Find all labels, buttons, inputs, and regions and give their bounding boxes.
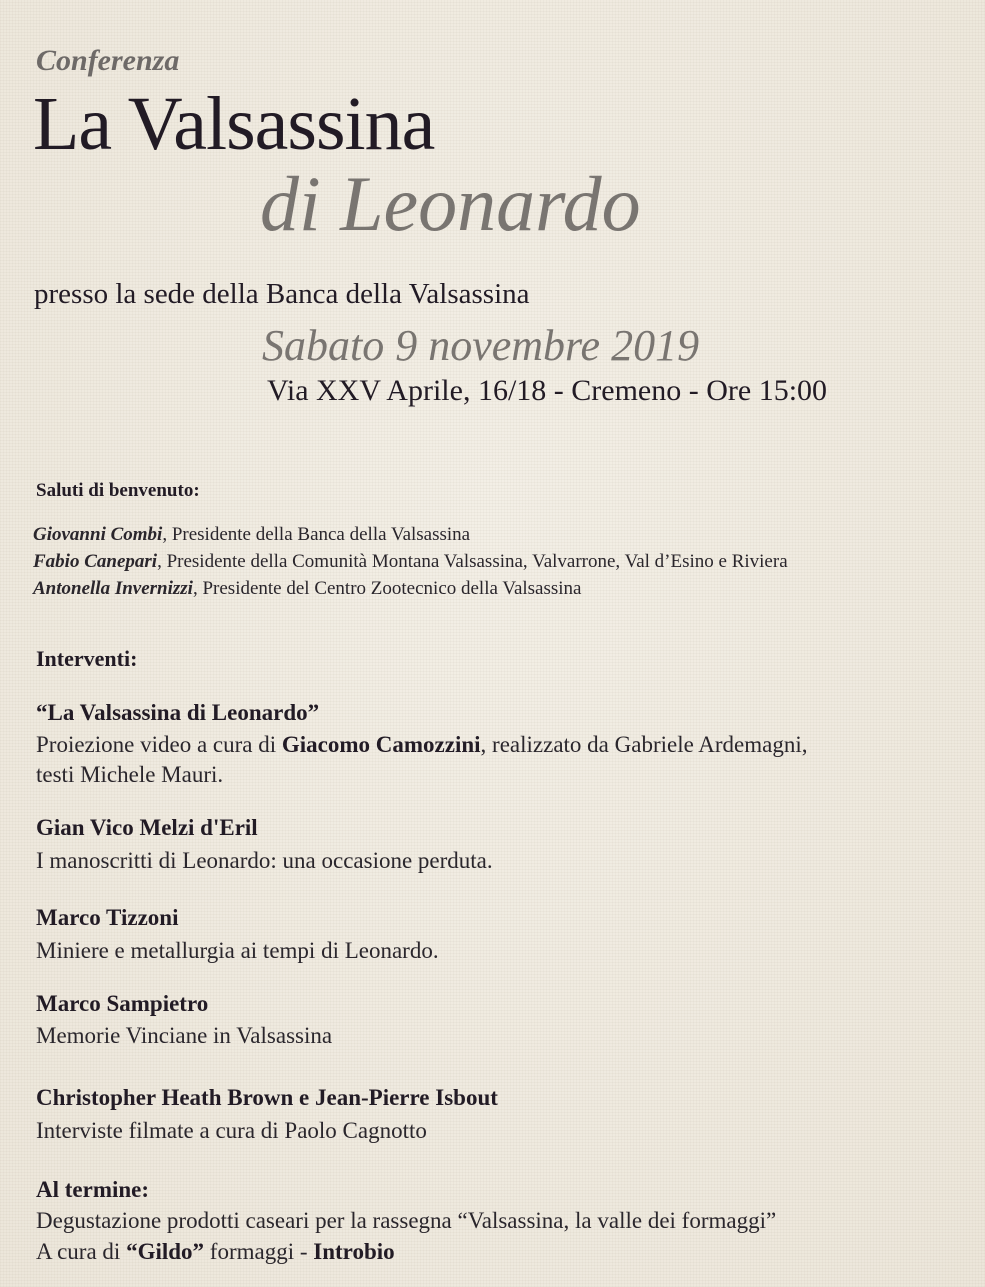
closing-brand: “Gildo” [126,1239,205,1264]
closing-heading: Al termine: [36,1177,150,1202]
talks-heading: Interventi: [36,646,138,671]
talk-title: “La Valsassina di Leonardo” [36,700,320,725]
talk-speaker: Marco Sampietro [36,991,209,1016]
greeting-role: , Presidente della Banca della Valsassina [162,524,471,545]
greeting-role: , Presidente della Comunità Montana Valsassina, Valvarrone, Val d’Esino e Riviera [157,551,788,572]
event-date: Sabato 9 novembre 2019 [262,321,700,370]
event-title-line2: di Leonardo [260,160,641,247]
greeting-role: , Presidente del Centro Zootecnico della Valsassina [192,578,582,599]
talk-description [36,732,808,758]
greeting-item [33,578,582,600]
greeting-name: Fabio Canepari [33,551,158,572]
closing-credit-text: A cura di [36,1239,127,1264]
talk-description: testi Michele Mauri. [36,762,224,787]
talk-speaker: Marco Tizzoni [36,905,179,930]
event-venue: presso la sede della Banca della Valsassina [34,278,530,310]
closing-location: Introbio [313,1239,395,1264]
greeting-name: Antonella Invernizzi [33,578,193,599]
talk-subject: Miniere e metallurgia ai tempi di Leonardo. [36,938,439,963]
talk-description-text: Proiezione video a cura di [36,732,282,757]
greetings-heading: Saluti di benvenuto: [36,480,200,501]
talk-subject: Memorie Vinciane in Valsassina [36,1023,333,1048]
event-kicker: Conferenza [36,44,180,77]
talk-subject: I manoscritti di Leonardo: una occasione perduta. [36,848,493,873]
greeting-name: Giovanni Combi [33,524,163,545]
talk-speaker: Christopher Heath Brown e Jean-Pierre Isbout [36,1085,498,1110]
closing-credit [36,1239,395,1265]
talk-author: Giacomo Camozzini [281,732,481,757]
talk-speaker: Gian Vico Melzi d'Eril [36,815,258,840]
closing-description: Degustazione prodotti caseari per la rassegna “Valsassina, la valle dei formaggi” [36,1208,777,1233]
greeting-item [33,551,788,573]
event-title-line1: La Valsassina [33,82,435,166]
closing-credit-text: formaggi - [204,1239,314,1264]
talk-subject: Interviste filmate a cura di Paolo Cagnotto [36,1118,427,1143]
greeting-item [33,524,470,546]
event-address: Via XXV Aprile, 16/18 - Cremeno - Ore 15:00 [267,374,828,407]
talk-description-text: , realizzato da Gabriele Ardemagni, [480,732,808,757]
